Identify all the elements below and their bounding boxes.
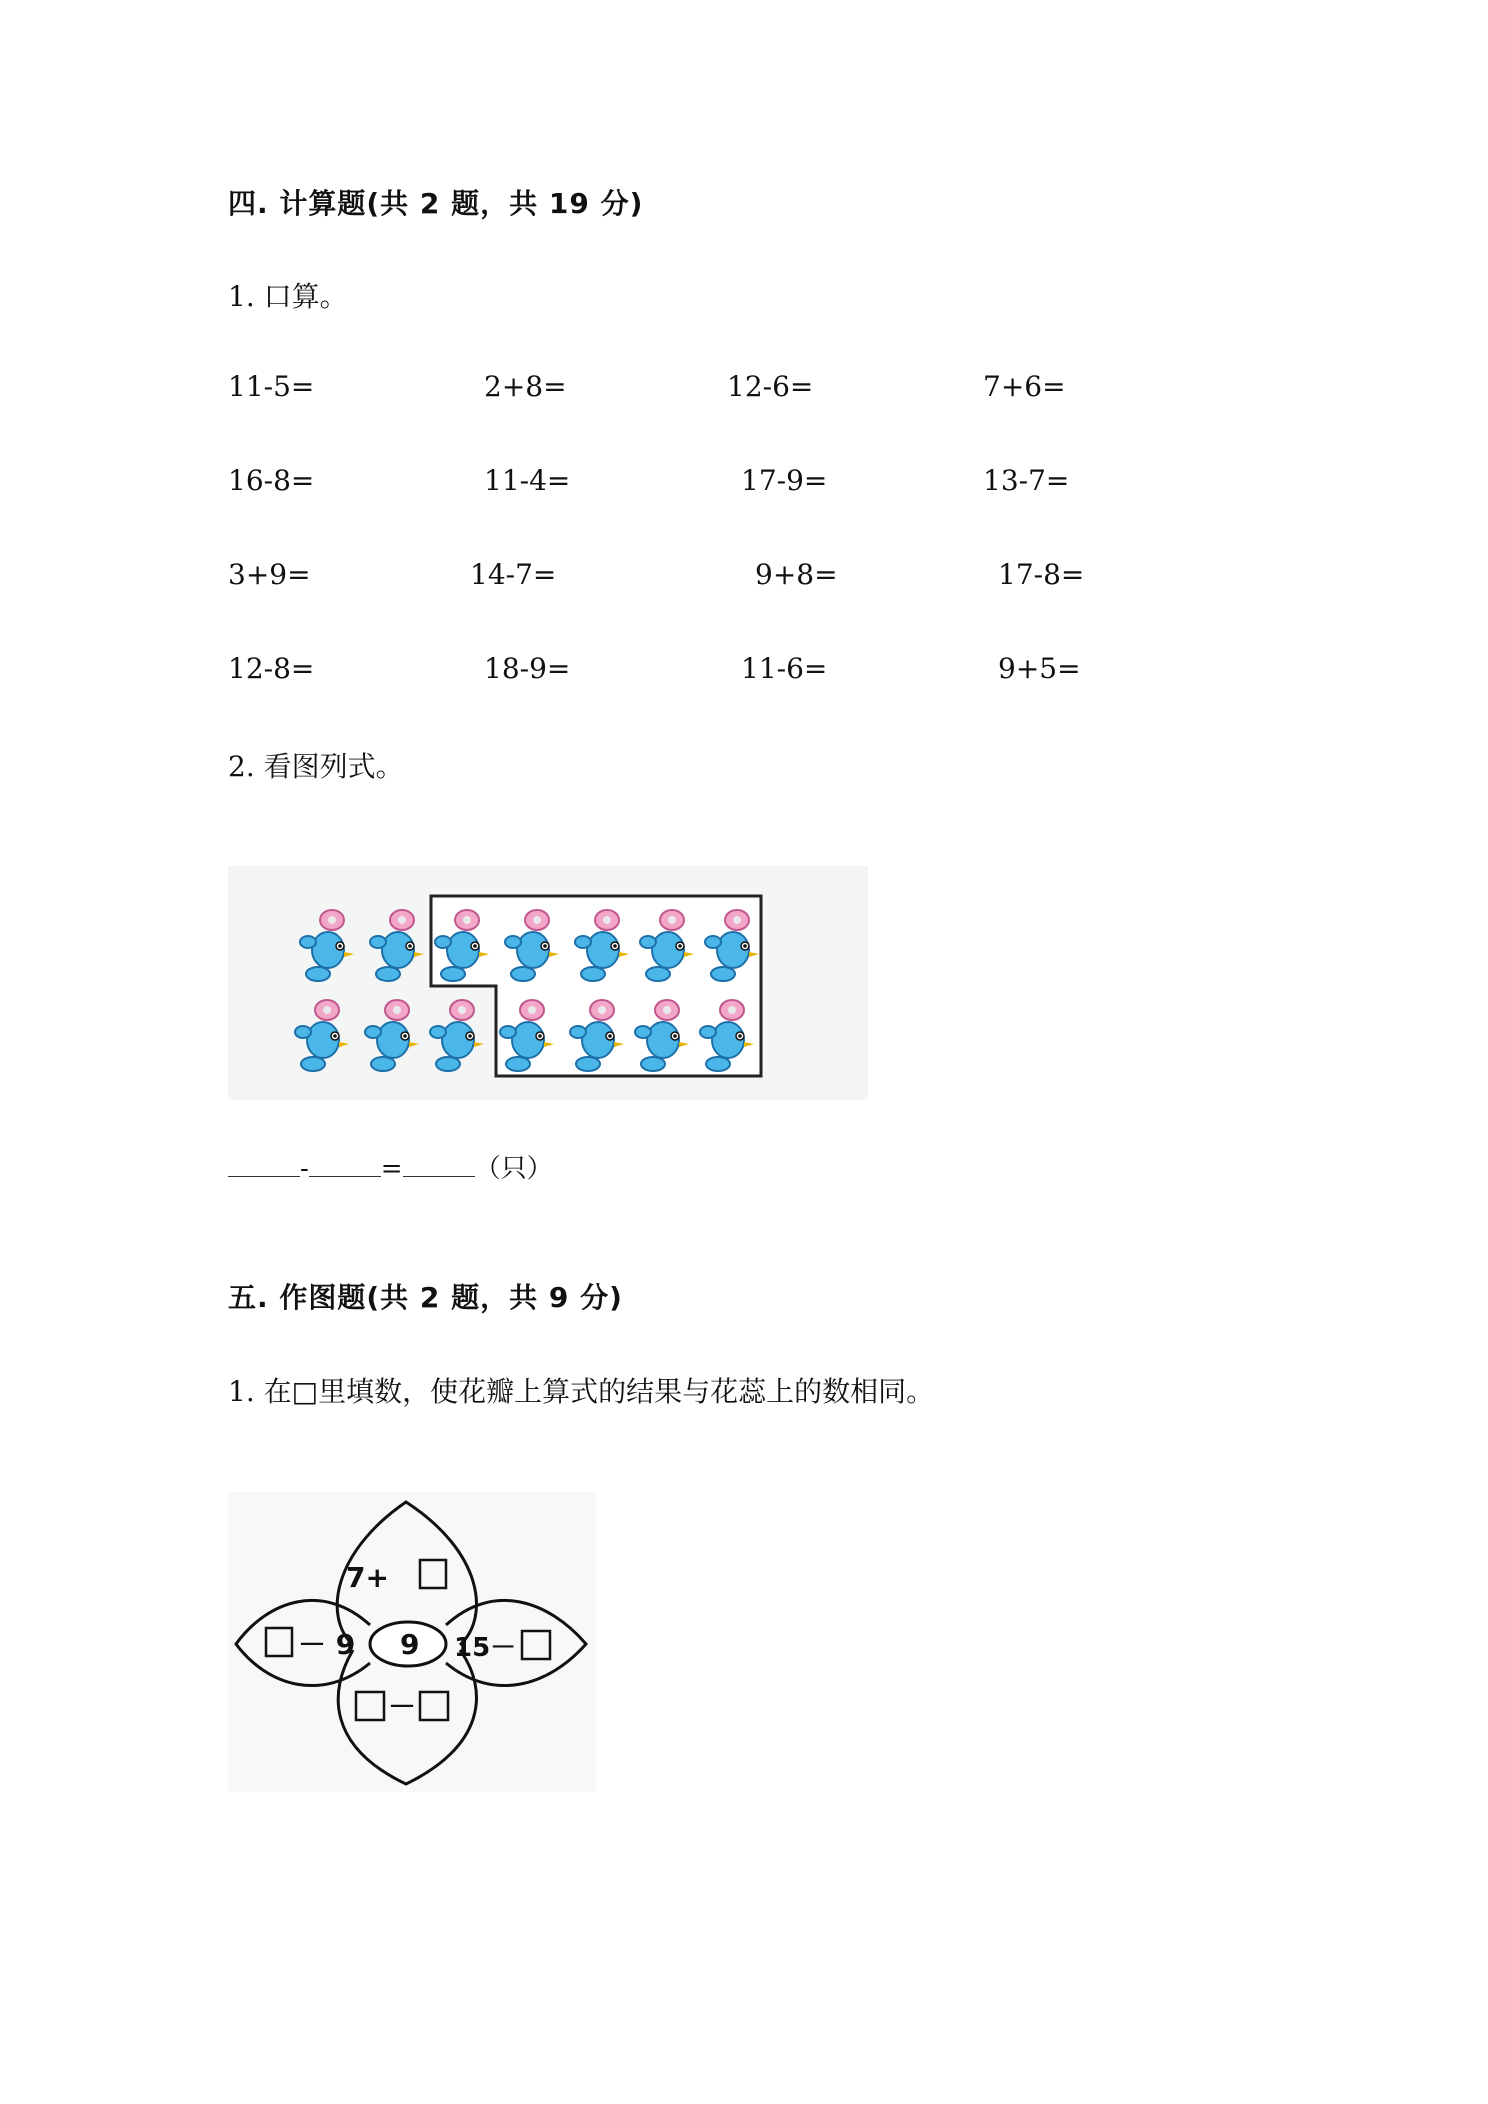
oral-calc-item: 7+6= <box>983 370 1066 403</box>
oral-calc-item: 17-9= <box>741 464 828 497</box>
birds-figure <box>228 866 868 1100</box>
oral-calc-item: 18-9= <box>484 652 571 685</box>
unit-label: （只） <box>474 1154 553 1184</box>
equals-sign: = <box>380 1154 403 1184</box>
top-petal-text: 7+ <box>346 1561 389 1594</box>
oral-calc-item: 11-6= <box>741 652 828 685</box>
question-1-title: 1. 在□里填数，使花瓣上算式的结果与花蕊上的数相同。 <box>228 1375 935 1408</box>
minus-sign: - <box>300 1154 309 1184</box>
left-petal-text: － 9 <box>298 1628 356 1661</box>
oral-calc-item: 17-8= <box>998 558 1085 591</box>
center-number: 9 <box>400 1628 420 1661</box>
answer-blank[interactable] <box>403 1152 475 1177</box>
oral-calc-item: 11-4= <box>484 464 571 497</box>
oral-calc-item: 2+8= <box>484 370 567 403</box>
oral-calc-item: 12-8= <box>228 652 315 685</box>
section-5-title: 五. 作图题(共 2 题，共 9 分) <box>228 1281 623 1314</box>
oral-calc-item: 14-7= <box>470 558 557 591</box>
right-petal-text: 15－ <box>454 1633 517 1663</box>
flower-figure <box>228 1492 596 1792</box>
oral-calc-item: 12-6= <box>727 370 814 403</box>
oral-calc-item: 3+9= <box>228 558 311 591</box>
oral-calc-item: 9+5= <box>998 652 1081 685</box>
section-4-title: 四. 计算题(共 2 题，共 19 分) <box>228 187 644 220</box>
oral-calc-item: 9+8= <box>755 558 838 591</box>
bottom-petal-text: － <box>388 1690 417 1723</box>
question-1-title: 1. 口算。 <box>228 280 348 313</box>
oral-calc-item: 11-5= <box>228 370 315 403</box>
oral-calc-item: 13-7= <box>983 464 1070 497</box>
oral-calc-item: 16-8= <box>228 464 315 497</box>
answer-line <box>228 1148 553 1185</box>
question-2-title: 2. 看图列式。 <box>228 750 404 783</box>
answer-blank[interactable] <box>309 1152 381 1177</box>
answer-blank[interactable] <box>228 1152 300 1177</box>
